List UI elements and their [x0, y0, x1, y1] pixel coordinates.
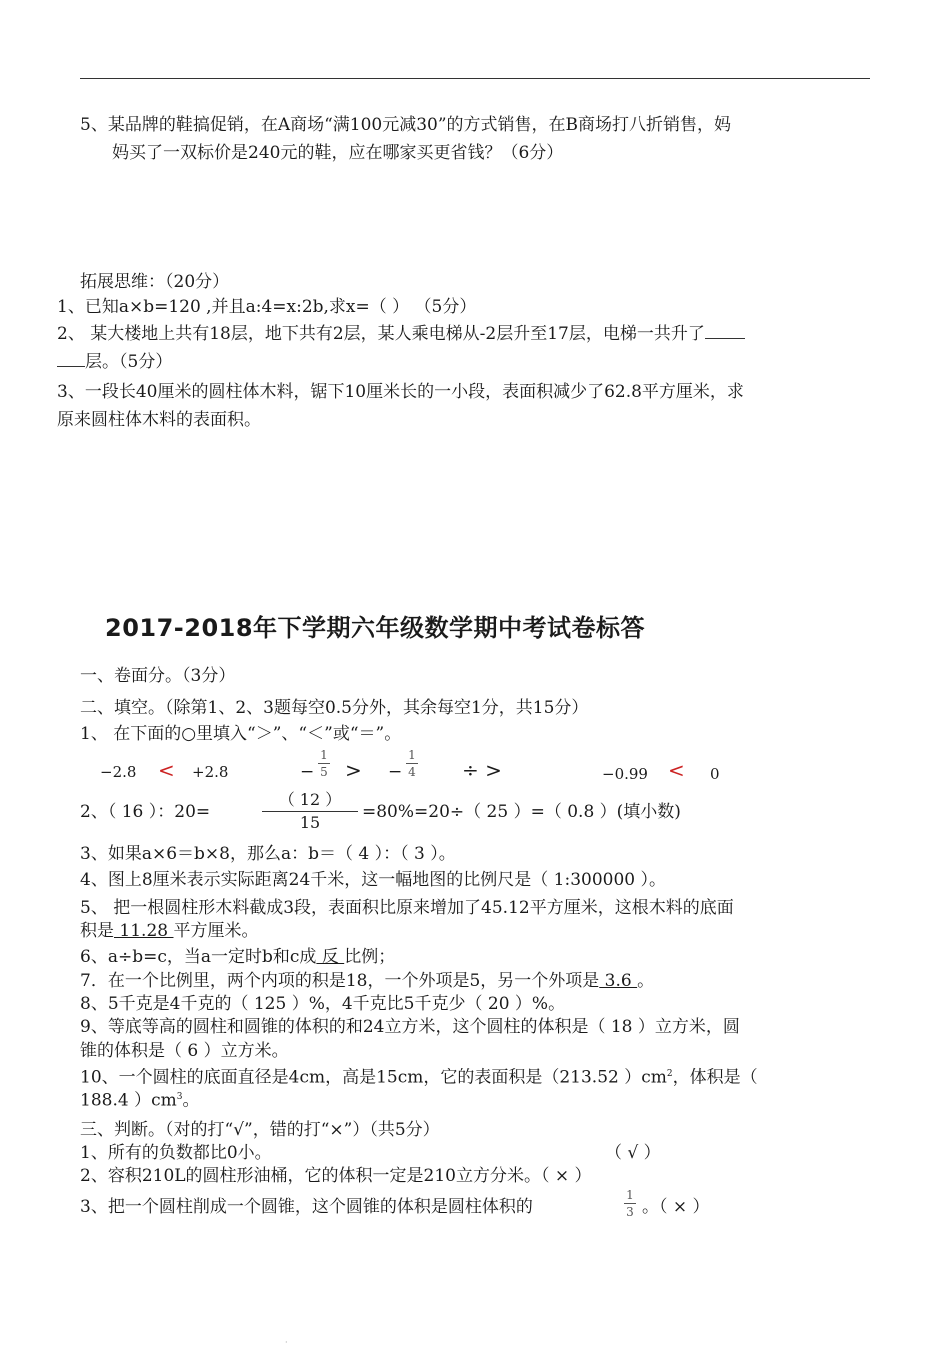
- answer-key-title: 2017-2018年下学期六年级数学期中考试卷标答: [105, 614, 646, 642]
- answer-7: 7．在一个比例里，两个内项的积是18，一个外项是5，另一个外项是 3.6 。: [80, 971, 655, 991]
- answer-blank: [57, 366, 85, 367]
- answer-5-line2: 积是 11.28 平方厘米。: [80, 921, 259, 941]
- answer-blank: [705, 338, 745, 339]
- judge-1: 1、所有的负数都比0小。: [80, 1143, 272, 1163]
- judge-3-prefix: 3、把一个圆柱削成一个圆锥，这个圆锥的体积是圆柱体积的: [80, 1197, 533, 1217]
- compare-4-left: −0.99: [602, 765, 648, 783]
- page-mark: ·: [285, 1338, 288, 1347]
- expand-question-2-line2: 层。（5分）: [57, 350, 172, 374]
- section-2: 二、填空。（除第1、2、3题每空0.5分外，其余每空1分，共15分）: [80, 698, 589, 718]
- compare-1-right: +2.8: [192, 763, 229, 781]
- answer-3: 3、如果a×6＝b×8，那么a：b＝（ 4 ）：（ 3 ）。: [80, 844, 456, 864]
- answer-9-line2: 锥的体积是（ 6 ）立方米。: [80, 1041, 289, 1061]
- answer-5-line1: 5、 把一根圆柱形木料截成3段，表面积比原来增加了45.12平方厘米，这根木料的底面: [80, 898, 734, 918]
- fraction-one-fifth: 1 5: [318, 748, 330, 779]
- answer-10-line2: 188.4 ）$cm^3$。: [80, 1090, 200, 1111]
- answer-8: 8、5千克是4千克的（ 125 ）%，4千克比5千克少（ 20 ）%。: [80, 994, 566, 1014]
- judge-2: 2、容积210L的圆柱形油桶，它的体积一定是210立方分米。（ × ）: [80, 1166, 592, 1186]
- answer-4: 4、图上8厘米表示实际距离24千米，这一幅地图的比例尺是（ 1:300000 ）。: [80, 870, 667, 890]
- answer-9-line1: 9、等底等高的圆柱和圆锥的体积的和24立方米，这个圆柱的体积是（ 18 ）立方米，圆: [80, 1017, 740, 1037]
- answer-10-line1: 10、一个圆柱的底面直径是4cm，高是15cm，它的表面积是（213.52 ）$cm^2$，体积是（: [80, 1067, 758, 1088]
- compare-1-left: −2.8: [100, 763, 137, 781]
- answer-2-prefix: 2、（ 16 ）：20=: [80, 802, 211, 822]
- compare-3-symbol: ÷ >: [462, 758, 502, 782]
- answer-6: 6、a÷b=c，当a一定时b和c成 反 比例；: [80, 947, 396, 967]
- judge-1-answer: （ √ ）: [605, 1143, 661, 1163]
- top-divider: [80, 78, 870, 79]
- expand-question-3-line1: 3、一段长40厘米的圆柱体木料，锯下10厘米长的一小段，表面积减少了62.8平方厘米，求: [57, 382, 744, 402]
- answer-2-suffix: =80%=20÷（ 25 ）=（ 0.8 ）(填小数): [362, 802, 681, 822]
- compare-1-symbol: <: [158, 758, 175, 782]
- expand-heading: 拓展思维：（20分）: [80, 272, 230, 292]
- question-5-line2: 妈买了一双标价是240元的鞋，应在哪家买更省钱？（6分）: [112, 143, 564, 163]
- section-1: 一、卷面分。（3分）: [80, 666, 236, 686]
- fraction-one-fourth: 1 4: [406, 748, 418, 779]
- expand-question-3-line2: 原来圆柱体木料的表面积。: [57, 410, 261, 430]
- answer-2-fraction: （ 12 ） 15: [262, 790, 358, 833]
- answer-1: 1、 在下面的○里填入“＞”、“＜”或“＝”。: [80, 724, 402, 744]
- compare-2-symbol: >: [345, 758, 362, 782]
- judge-3-suffix: 。（ × ）: [642, 1197, 710, 1217]
- minus-sign: −: [300, 762, 315, 782]
- compare-4-right: 0: [710, 765, 720, 783]
- expand-question-2-line1: 2、 某大楼地上共有18层，地下共有2层，某人乘电梯从-2层升至17层，电梯一共升了: [57, 322, 745, 346]
- question-5-line1: 5、某品牌的鞋搞促销，在A商场“满100元减30”的方式销售，在B商场打八折销售，妈: [80, 115, 732, 135]
- expand-question-1: 1、已知a×b=120 ,并且a:4=x:2b,求x=（ ） （5分）: [57, 297, 477, 317]
- minus-sign: −: [388, 762, 403, 782]
- section-3: 三、判断。（对的打“√”，错的打“×”）（共5分）: [80, 1120, 440, 1140]
- fraction-one-third: 1 3: [624, 1188, 636, 1219]
- compare-4-symbol: <: [668, 758, 685, 782]
